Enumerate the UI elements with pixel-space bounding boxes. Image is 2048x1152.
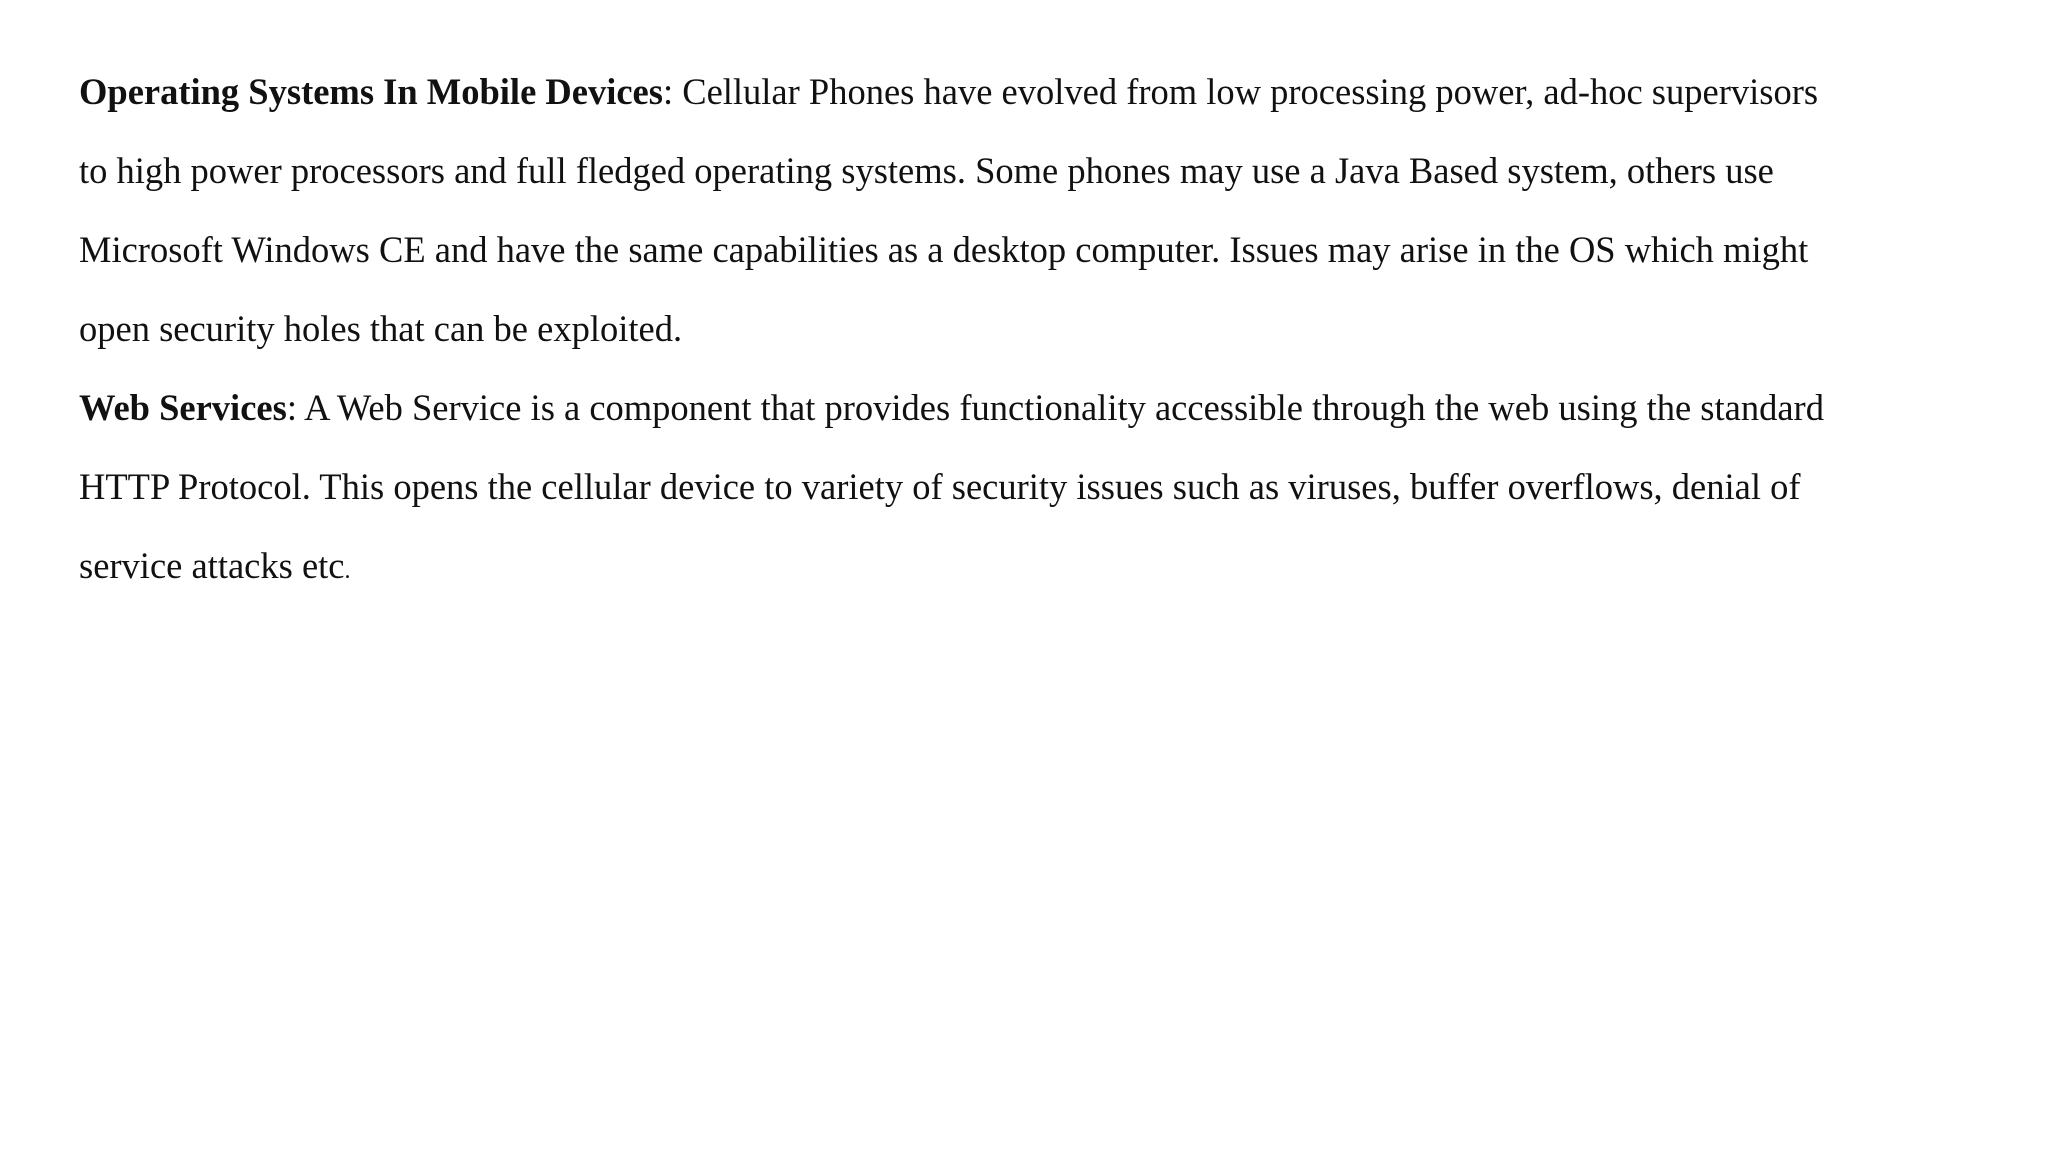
paragraph-line: Microsoft Windows CE and have the same capabilities as a desktop computer. Issues may arise in the OS which might xyxy=(79,229,1809,270)
paragraph-operating-systems xyxy=(79,52,1979,368)
paragraph-line: : A Web Service is a component that provides functionality accessible through the web using the standard xyxy=(286,387,1824,428)
document-body xyxy=(79,52,1979,611)
paragraph-line: to high power processors and full fledged operating systems. Some phones may use a Java Based system, others use xyxy=(79,150,1774,191)
paragraph-line: : Cellular Phones have evolved from low processing power, ad-hoc supervisors xyxy=(662,71,1819,112)
paragraph-line: service attacks etc xyxy=(79,545,345,586)
term-web-services: Web Services xyxy=(79,387,287,428)
paragraph-line: HTTP Protocol. This opens the cellular device to variety of security issues such as viruses, buffer overflows, denial of xyxy=(79,466,1801,507)
term-operating-systems: Operating Systems In Mobile Devices xyxy=(79,71,663,112)
paragraph-web-services xyxy=(79,368,1979,611)
paragraph-line: open security holes that can be exploited. xyxy=(79,308,683,349)
trailing-period: . xyxy=(344,558,351,584)
